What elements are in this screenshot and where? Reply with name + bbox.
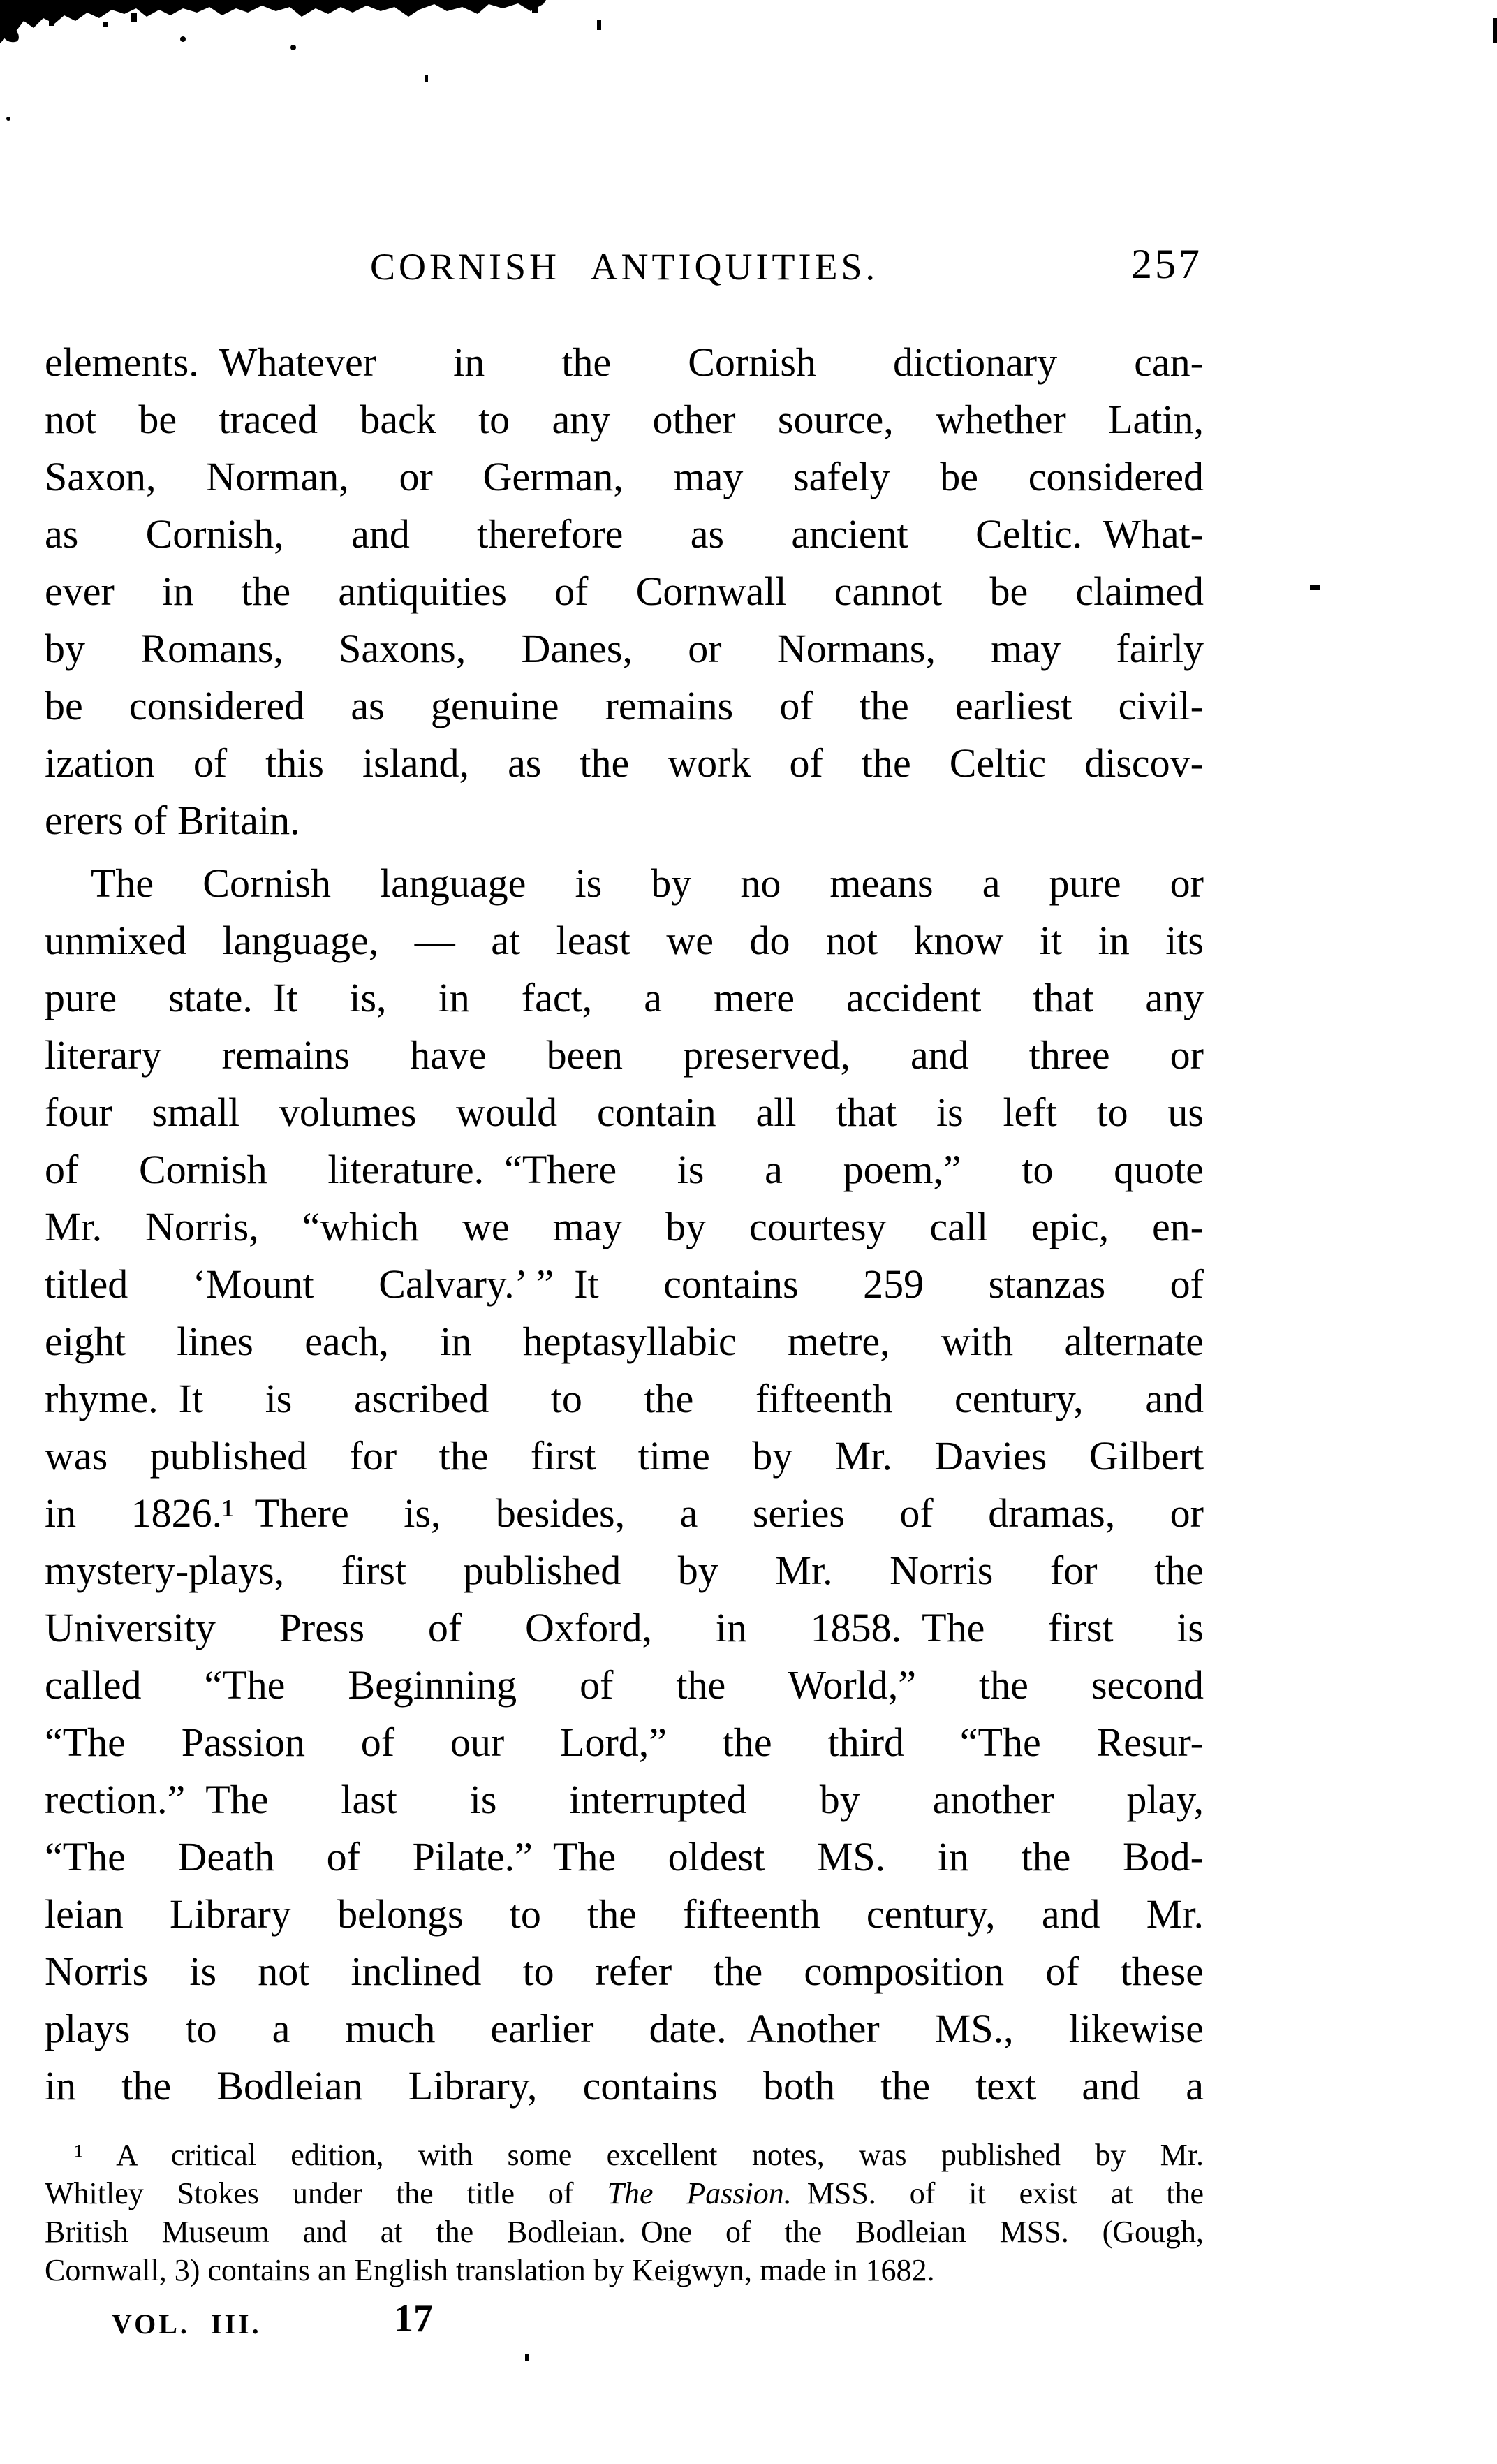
text-line: was published for the first time by Mr. Davies Gilbert (45, 1433, 1204, 1479)
text-line: not be traced back to any other source, whether Latin, (45, 397, 1204, 442)
text-line: plays to a much earlier date. Another MS., likewise (45, 2006, 1204, 2051)
text-line: eight lines each, in heptasyllabic metre, with alternate (45, 1319, 1204, 1364)
footnote (45, 2136, 1204, 2289)
text-line: erers of Britain. (45, 798, 300, 843)
text-line: University Press of Oxford, in 1858. The first is (45, 1605, 1204, 1650)
text-segment: Whitley Stokes under the title of (45, 2176, 607, 2210)
text-line: ¹ A critical edition, with some excellent notes, was published by Mr. (74, 2138, 1204, 2172)
text-line: leian Library belongs to the fifteenth century, and Mr. (45, 1891, 1204, 1937)
text-line: called “The Beginning of the World,” the second (45, 1662, 1204, 1708)
text-line: be considered as genuine remains of the earliest civil- (45, 683, 1204, 728)
text-line: titled ‘Mount Calvary.’ ” It contains 259 stanzas of (45, 1261, 1204, 1307)
text-line: literary remains have been preserved, and three or (45, 1032, 1204, 1078)
text-line: British Museum and at the Bodleian. One of the Bodleian MSS. (Gough, (45, 2215, 1204, 2249)
text-line: rhyme. It is ascribed to the fifteenth century, and (45, 1376, 1204, 1421)
text-line: unmixed language, — at least we do not know it in its (45, 918, 1204, 963)
text-line: pure state. It is, in fact, a mere accident that any (45, 975, 1204, 1020)
paragraph (45, 334, 1204, 849)
page-header (45, 241, 1204, 288)
text-line: Norris is not inclined to refer the composition of these (45, 1949, 1204, 1994)
signature-number: 17 (394, 2297, 433, 2340)
text-line: Mr. Norris, “which we may by courtesy call epic, en- (45, 1204, 1204, 1249)
text-segment: MSS. of it exist at the (791, 2176, 1204, 2210)
text-line: by Romans, Saxons, Danes, or Normans, may fairly (45, 626, 1204, 671)
text-line: elements. Whatever in the Cornish dictionary can- (45, 339, 1204, 385)
text-line: in 1826.¹ There is, besides, a series of dramas, or (45, 1490, 1204, 1536)
text-line: of Cornish literature. “There is a poem,” to quote (45, 1147, 1204, 1192)
volume-label: VOL. III. (112, 2308, 262, 2340)
page-footer (45, 2296, 1204, 2345)
text-line: rection.” The last is interrupted by another play, (45, 1777, 1204, 1822)
text-line: as Cornish, and therefore as ancient Celtic. What- (45, 511, 1204, 557)
text-line: in the Bodleian Library, contains both the text and a (45, 2063, 1204, 2109)
text-line (45, 2174, 1204, 2213)
text-line: “The Death of Pilate.” The oldest MS. in the Bod- (45, 1834, 1204, 1879)
page-number: 257 (1131, 241, 1202, 287)
text-line: The Cornish language is by no means a pure or (91, 860, 1204, 906)
text-line: Cornwall, 3) contains an English translation by Keigwyn, made in 1682. (45, 2253, 935, 2287)
text-line: mystery-plays, first published by Mr. Norris for the (45, 1548, 1204, 1593)
text-line: Saxon, Norman, or German, may safely be considered (45, 454, 1204, 499)
paragraph (45, 855, 1204, 2115)
text-line: ever in the antiquities of Cornwall cannot be claimed (45, 569, 1204, 614)
body-text (45, 334, 1204, 2115)
text-line: four small volumes would contain all that is left to us (45, 1090, 1204, 1135)
text-line: “The Passion of our Lord,” the third “The Resur- (45, 1719, 1204, 1765)
italic-title: The Passion. (607, 2176, 792, 2210)
text-line: ization of this island, as the work of the Celtic discov- (45, 740, 1204, 786)
running-title: CORNISH ANTIQUITIES. (370, 246, 878, 288)
